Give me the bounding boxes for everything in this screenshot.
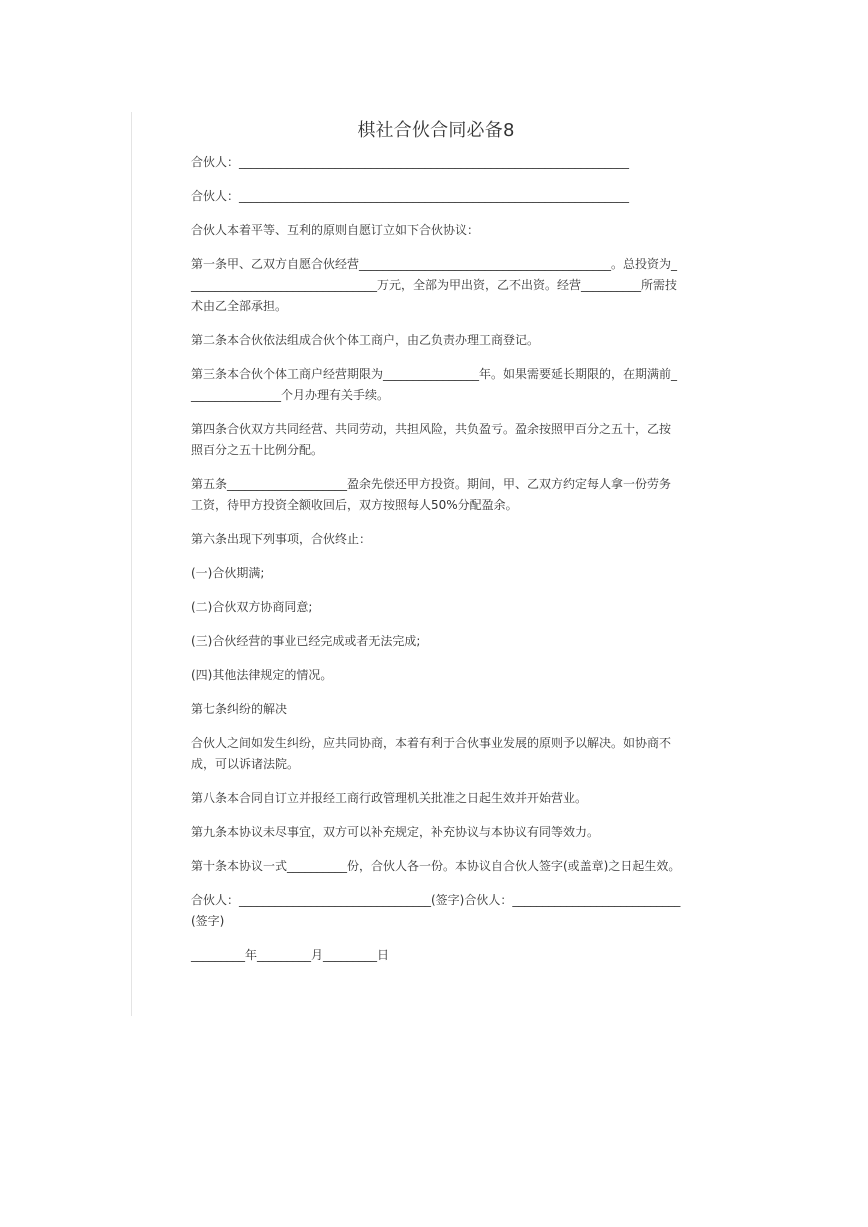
- article-8: 第八条本合同自订立并报经工商行政管理机关批准之日起生效并开始营业。: [191, 791, 588, 805]
- article-6: 第六条出现下列事项，合伙终止：: [191, 532, 372, 546]
- article-1: 第一条甲、乙双方自愿合伙经营__________________________________________。总投资为________________________________万元，全部为甲出资，乙不出资。经营__________所需技术由乙全部承担。: [191, 257, 678, 313]
- intro-paragraph: 合伙人本着平等、互利的原则自愿订立如下合伙协议：: [191, 223, 480, 237]
- article-3: 第三条本合伙个体工商户经营期限为________________年。如果需要延长期限的，在期满前________________个月办理有关手续。: [191, 367, 678, 402]
- article-6-item-4: (四)其他法律规定的情况。: [191, 668, 333, 682]
- article-6-item-2: (二)合伙双方协商同意;: [191, 600, 313, 614]
- article-7-heading: 第七条纠纷的解决: [191, 702, 288, 716]
- article-9: 第九条本协议未尽事宜，双方可以补充规定，补充协议与本协议有同等效力。: [191, 825, 600, 839]
- article-10: 第十条本协议一式__________份，合伙人各一份。本协议自合伙人签字(或盖章)之日起生效。: [191, 859, 681, 873]
- page-left-rule: [131, 112, 132, 1016]
- document-title: 棋社合伙合同必备8: [357, 120, 515, 141]
- signature-line: 合伙人：________________________________(签字)合伙人：____________________________(签字): [191, 893, 681, 928]
- article-6-item-3: (三)合伙经营的事业已经完成或者无法完成;: [191, 634, 421, 648]
- partner-line-2: 合伙人：_________________________________________________________________: [191, 189, 630, 203]
- contract-document: [191, 118, 681, 979]
- partner-line-1: 合伙人：_________________________________________________________________: [191, 155, 630, 169]
- article-6-item-1: (一)合伙期满;: [191, 566, 265, 580]
- article-4: 第四条合伙双方共同经营、共同劳动，共担风险，共负盈亏。盈余按照甲百分之五十，乙按照百分之五十比例分配。: [191, 422, 672, 457]
- article-2: 第二条本合伙依法组成合伙个体工商户，由乙负责办理工商登记。: [191, 333, 540, 347]
- article-5: 第五条____________________盈余先偿还甲方投资。期间，甲、乙双方约定每人拿一份劳务工资，待甲方投资全额收回后，双方按照每人50%分配盈余。: [191, 477, 672, 512]
- article-7-body: 合伙人之间如发生纠纷，应共同协商，本着有利于合伙事业发展的原则予以解决。如协商不成，可以诉诸法院。: [191, 736, 672, 771]
- date-line: _________年_________月_________日: [191, 948, 390, 962]
